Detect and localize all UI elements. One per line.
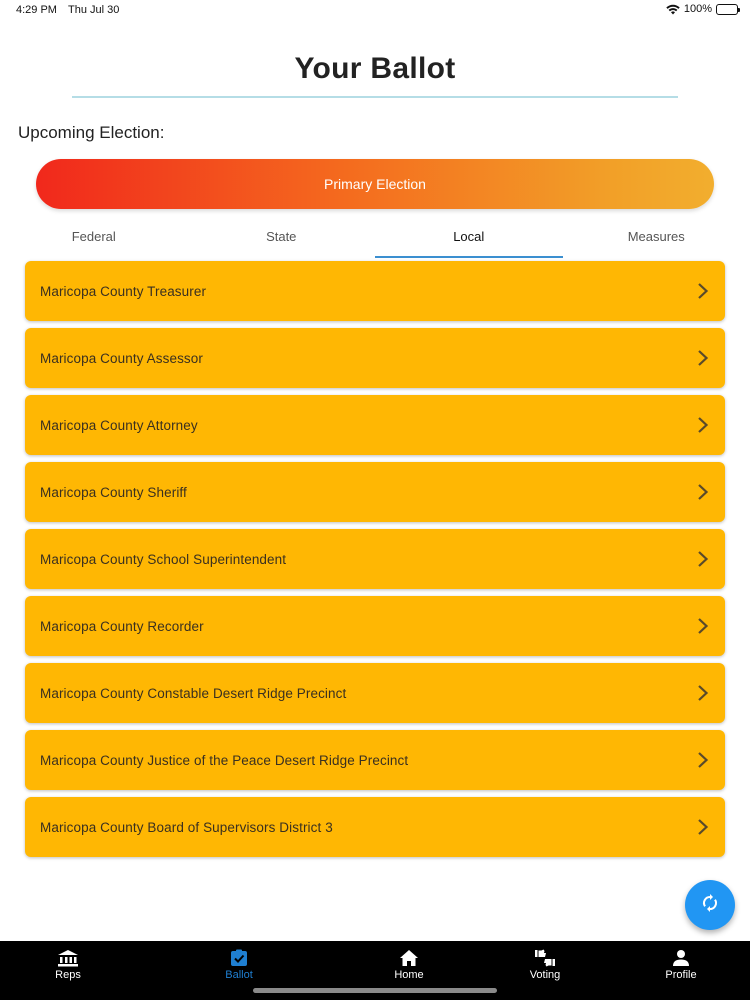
race-label: Maricopa County Assessor [40, 350, 203, 366]
refresh-button[interactable] [685, 880, 735, 930]
nav-label-home: Home [394, 969, 424, 981]
race-item-recorder[interactable] [25, 596, 725, 656]
chevron-right-icon [697, 349, 709, 367]
race-label: Maricopa County Treasurer [40, 283, 207, 299]
race-label: Maricopa County Justice of the Peace Desert Ridge Precinct [40, 752, 409, 768]
tab-federal[interactable]: Federal [71, 229, 116, 244]
race-item-sheriff[interactable] [25, 462, 725, 522]
race-item-assessor[interactable] [25, 328, 725, 388]
chevron-right-icon [697, 617, 709, 635]
ballot-tabs [0, 222, 750, 258]
nav-label-reps: Reps [55, 969, 81, 981]
chevron-right-icon [697, 684, 709, 702]
ballot-icon [230, 949, 248, 969]
home-icon [399, 949, 419, 969]
status-time: 4:29 PM [16, 4, 57, 16]
status-bar [0, 0, 750, 20]
chevron-right-icon [697, 550, 709, 568]
race-item-justice-of-the-peace[interactable] [25, 730, 725, 790]
chevron-right-icon [697, 416, 709, 434]
nav-item-voting[interactable] [505, 941, 585, 986]
race-label: Maricopa County Constable Desert Ridge Precinct [40, 685, 347, 701]
nav-item-reps[interactable] [28, 941, 108, 986]
tab-local[interactable]: Local [375, 222, 563, 258]
race-label: Maricopa County Attorney [40, 417, 198, 433]
chevron-right-icon [697, 751, 709, 769]
wifi-icon [666, 4, 680, 15]
status-indicators [666, 3, 738, 15]
race-item-treasurer[interactable] [25, 261, 725, 321]
thumbs-icon [533, 949, 557, 969]
page-title: Your Ballot [294, 52, 456, 85]
refresh-icon [700, 893, 720, 918]
battery-icon [716, 4, 738, 15]
battery-percent: 100% [683, 3, 712, 15]
chevron-right-icon [697, 282, 709, 300]
race-label: Maricopa County Board of Supervisors District 3 [40, 819, 333, 835]
nav-label-profile: Profile [665, 969, 697, 981]
bank-icon [57, 949, 79, 969]
chevron-right-icon [697, 483, 709, 501]
race-item-board-of-supervisors[interactable] [25, 797, 725, 857]
person-icon [672, 949, 690, 969]
nav-item-profile[interactable] [641, 941, 721, 986]
home-indicator[interactable] [253, 988, 497, 993]
chevron-right-icon [697, 818, 709, 836]
nav-item-home[interactable] [369, 941, 449, 986]
upcoming-election-label: Upcoming Election: [18, 123, 165, 142]
status-date: Thu Jul 30 [68, 4, 120, 16]
race-label: Maricopa County School Superintendent [40, 551, 287, 567]
tab-state[interactable]: State [266, 229, 297, 244]
nav-item-ballot[interactable] [199, 941, 279, 986]
race-item-school-superintendent[interactable] [25, 529, 725, 589]
title-divider [72, 96, 678, 98]
race-item-attorney[interactable] [25, 395, 725, 455]
nav-label-ballot: Ballot [225, 969, 253, 981]
race-list [25, 261, 725, 864]
race-label: Maricopa County Sheriff [40, 484, 187, 500]
election-selector-button[interactable]: Primary Election [36, 159, 714, 209]
race-item-constable[interactable] [25, 663, 725, 723]
race-label: Maricopa County Recorder [40, 618, 204, 634]
tab-measures[interactable]: Measures [627, 229, 685, 244]
nav-label-voting: Voting [529, 969, 561, 981]
